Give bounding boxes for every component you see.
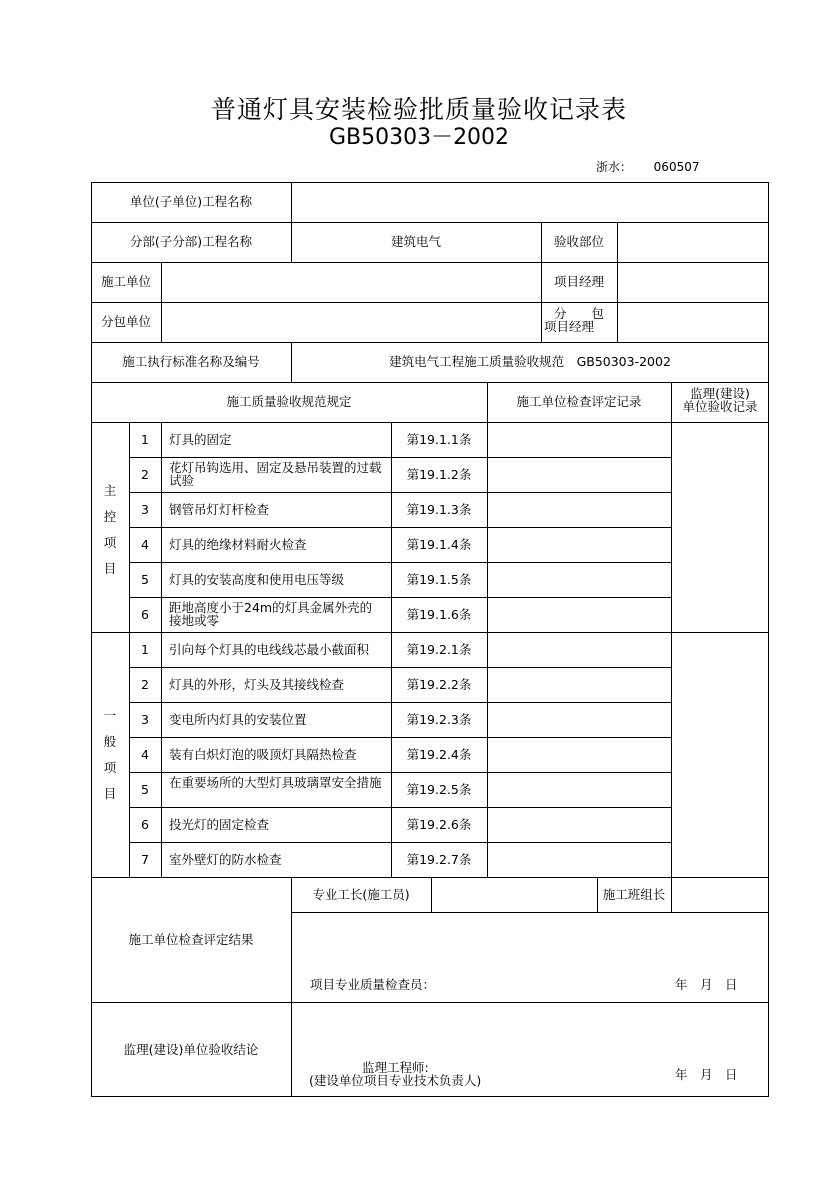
general-item-text: 室外壁灯的防水检查: [169, 852, 282, 867]
main-control-char: 控: [103, 509, 117, 524]
standard-value: 建筑电气工程施工质量验收规范 GB50303-2002: [389, 354, 671, 369]
division-project-name-label: 分部(子分部)工程名称: [129, 234, 253, 249]
supervision-engineer-sub-label: (建设单位项目专业技术负责人): [309, 1073, 482, 1088]
main-item-text: 灯具的安装高度和使用电压等级: [169, 572, 345, 587]
main-item-text: 距地高度小于24m的灯具金属外壳的接地或零: [169, 600, 373, 628]
form-title: 普通灯具安装检验批质量验收记录表: [210, 95, 627, 124]
main-control-char: 主: [103, 483, 117, 498]
general-item-clause: 第19.2.3条: [406, 712, 472, 727]
unit-project-name-label: 单位(子单位)工程名称: [129, 194, 253, 209]
main-item-text: 花灯吊钩选用、固定及悬吊装置的过载试验: [169, 460, 382, 488]
general-item-text: 引向每个灯具的电线线芯最小截面积: [169, 642, 370, 657]
general-item-no: 3: [141, 712, 149, 727]
general-item-clause: 第19.2.6条: [406, 817, 472, 832]
main-item-clause: 第19.1.2条: [406, 467, 472, 482]
subcontract-unit-label: 分包单位: [100, 314, 151, 329]
general-char: 般: [103, 734, 117, 749]
general-item-text: 变电所内灯具的安装位置: [169, 712, 307, 727]
col-check-record-header: 施工单位检查评定记录: [516, 394, 642, 409]
record-number-label: 浙水：: [596, 160, 633, 174]
supervision-result-label: 监理(建设)单位验收结论: [123, 1042, 259, 1057]
general-item-clause: 第19.2.7条: [406, 852, 472, 867]
col-supervision-header-1: 监理(建设): [690, 386, 750, 401]
main-item-clause: 第19.1.6条: [406, 607, 472, 622]
main-item-clause: 第19.1.5条: [406, 572, 472, 587]
main-item-no: 2: [141, 467, 149, 482]
general-item-clause: 第19.2.2条: [406, 677, 472, 692]
general-item-clause: 第19.2.4条: [406, 747, 472, 762]
main-item-no: 6: [141, 607, 149, 622]
general-item-no: 1: [141, 642, 149, 657]
general-item-clause: 第19.2.1条: [406, 642, 472, 657]
main-item-no: 5: [141, 572, 149, 587]
record-number: [596, 158, 699, 175]
col-supervision-header-2: 单位验收记录: [682, 399, 758, 414]
subcontract-manager-label-1: 分 包: [553, 306, 604, 321]
col-spec-header: 施工质量验收规范规定: [226, 394, 352, 409]
standard-code: GB50303－2002: [328, 125, 510, 150]
construction-result-label: 施工单位检查评定结果: [128, 932, 254, 947]
project-manager-label: 项目经理: [553, 274, 604, 289]
general-char: 项: [103, 760, 117, 775]
general-group-label: [100, 703, 120, 807]
general-item-no: 2: [141, 677, 149, 692]
general-item-no: 7: [141, 852, 149, 867]
supervision-date: 年 月 日: [675, 1067, 738, 1082]
general-item-no: 5: [141, 782, 149, 797]
subcontract-manager-label-2: 项目经理: [543, 319, 594, 334]
main-item-clause: 第19.1.3条: [406, 502, 472, 517]
general-item-text: 灯具的外形，灯头及其接线检查: [169, 677, 345, 692]
form-table: [91, 182, 769, 1097]
main-item-no: 4: [141, 537, 149, 552]
division-project-name-value[interactable]: 建筑电气: [390, 234, 441, 249]
main-control-char: 项: [103, 535, 117, 550]
main-item-no: 3: [141, 502, 149, 517]
general-char: 目: [103, 786, 117, 801]
general-item-text: 在重要场所的大型灯具玻璃罩安全措施: [169, 775, 382, 790]
standard-label: 施工执行标准名称及编号: [122, 354, 260, 369]
main-item-no: 1: [141, 432, 149, 447]
general-item-text: 投光灯的固定检查: [169, 817, 270, 832]
construction-date: 年 月 日: [675, 977, 738, 992]
general-item-clause: 第19.2.5条: [406, 782, 472, 797]
record-number-value: 060507: [653, 160, 700, 174]
main-item-text: 灯具的绝缘材料耐火检查: [169, 537, 307, 552]
main-control-char: 目: [103, 561, 117, 576]
acceptance-part-label: 验收部位: [553, 234, 604, 249]
construction-unit-label: 施工单位: [100, 274, 151, 289]
main-item-text: 钢管吊灯灯杆检查: [169, 502, 270, 517]
main-item-text: 灯具的固定: [169, 432, 232, 447]
main-item-clause: 第19.1.4条: [406, 537, 472, 552]
general-item-no: 6: [141, 817, 149, 832]
general-char: 一: [103, 708, 117, 723]
main-control-group-label: [100, 478, 120, 582]
main-item-clause: 第19.1.1条: [406, 432, 472, 447]
foreman-label: 专业工长(施工员): [312, 887, 410, 902]
supervision-engineer-label: 监理工程师:: [362, 1060, 429, 1075]
general-item-text: 装有白炽灯泡的吸顶灯具隔热检查: [169, 747, 357, 762]
general-item-no: 4: [141, 747, 149, 762]
team-leader-label: 施工班组长: [602, 887, 666, 902]
quality-inspector-label: 项目专业质量检查员：: [310, 977, 436, 992]
